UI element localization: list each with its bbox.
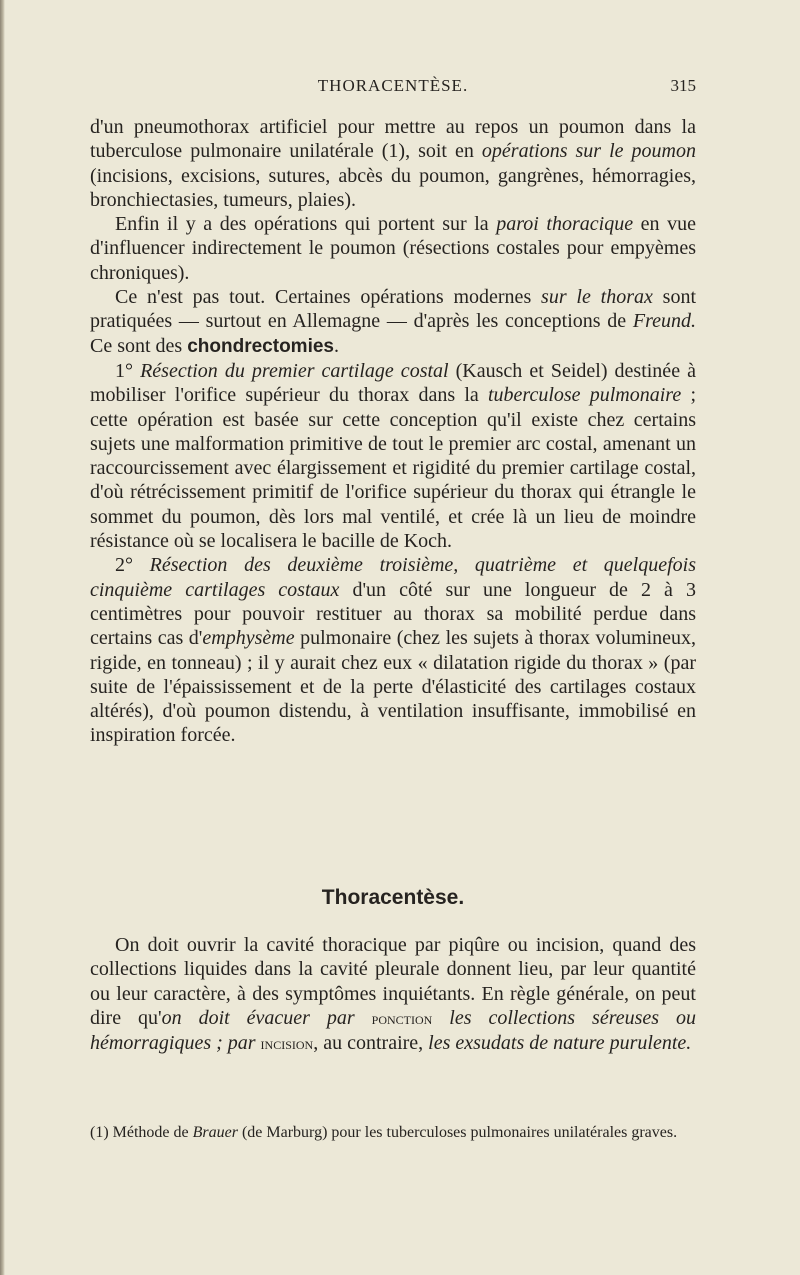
text-run: (de Marburg) pour les tuberculoses pulmonaires unilatérales graves. [237, 1124, 678, 1141]
bold-term: chondrectomies [187, 335, 334, 357]
section-body [90, 933, 696, 1056]
italic-run: les exsudats de nature purulente. [428, 1032, 692, 1055]
italic-run: sur le thorax [541, 286, 653, 309]
text-run: Enfin il y a des opérations qui portent sur la [115, 213, 497, 236]
italic-run: les collections séreuses ou hémorragiques ; par [90, 1006, 697, 1055]
book-binding-edge [0, 0, 5, 1275]
page-number: 315 [670, 76, 696, 95]
paragraph-chondrectomies [90, 285, 696, 359]
paragraph-deuxieme-cartilage [90, 553, 696, 747]
paragraph-thoracentese [90, 933, 696, 1056]
text-run: d'un pneumothorax artificiel pour mettre au repos un poumon dans la tuberculose pulmonaire unilatérale (1), soit en [90, 116, 696, 163]
text-run: , au contraire, [313, 1032, 429, 1055]
italic-run: Freund. [632, 310, 696, 333]
text-run: d'un côté sur une longueur de 2 à 3 centimètres pour pouvoir restituer au thorax sa mobilité perdue dans certains cas d' [90, 578, 696, 650]
text-run: 1° [115, 359, 141, 382]
running-title: THORACENTÈSE. [317, 76, 469, 95]
footnote [90, 1123, 696, 1143]
body-text [90, 115, 696, 748]
text-run: pulmonaire (chez les sujets à thorax volumineux, rigide, en tonneau) ; il y aurait chez eux « dilatation rigide du thorax » (par suite de l'épaississement et de la perte d'élasticité des cartilages costaux altérés), d'où poumon distendu, à ventilation insuffisante, immobilisé en inspiration forcée. [90, 627, 697, 747]
italic-run: opérations sur le poumon [481, 140, 697, 163]
page-header [90, 76, 696, 100]
text-run: (incisions, excisions, sutures, abcès du poumon, gangrènes, hémorragies, bronchiectasies, tumeurs, plaies). [90, 164, 696, 211]
section-heading: Thoracentèse. [321, 886, 465, 909]
italic-run: Brauer [192, 1124, 238, 1141]
italic-run: Résection du premier cartilage costal [140, 359, 449, 382]
text-run: 2° [115, 554, 150, 577]
italic-run: tuberculose pulmonaire [487, 384, 682, 407]
text-run: On doit ouvrir la cavité thoracique par piqûre ou incision, quand des collections liquides dans la cavité pleurale donnent lieu, par leur quantité ou leur caractère, à des symptômes inquiétants. En règle générale, on peut dire qu' [90, 934, 696, 1029]
text-run: Ce n'est pas tout. Certaines opérations modernes [115, 286, 542, 309]
text-run: (Kausch et Seidel) destinée à mobiliser l'orifice supérieur du thorax dans la [90, 359, 696, 407]
paragraph-paroi-thoracique [90, 212, 696, 285]
text-run: (1) Méthode de [90, 1124, 193, 1141]
text-run: en vue d'influencer indirectement le poumon (résections costales pour empyèmes chroniques). [90, 213, 696, 284]
text-run: ; cette opération est basée sur cette conception qu'il existe chez certains sujets une malformation primitive de tout le premier arc costal, amenant un raccourcissement avec élargissement et rigidité du premier cartilage costal, d'où rétrécissement primitif de l'orifice supérieur du thorax qui étrangle le sommet du poumon, dès lors mal ventilé, et crée là un lieu de moindre résistance où se localisera le bacille de Koch. [90, 384, 697, 553]
text-run: sont pratiquées — surtout en Allemagne — d'après les conceptions de [90, 286, 697, 333]
text-run: Ce sont des [90, 334, 188, 357]
small-caps-term: incision [260, 1034, 314, 1054]
paragraph-premier-cartilage [90, 359, 696, 553]
italic-run: Résection des deuxième troisième, quatrième et quelquefois cinquième cartilages costaux [90, 554, 697, 601]
italic-run: paroi thoracique [496, 213, 634, 236]
italic-run: emphysème [202, 627, 295, 650]
paragraph-pneumothorax [90, 115, 696, 212]
italic-run: on doit évacuer par [161, 1006, 355, 1029]
small-caps-term: ponction [371, 1008, 433, 1028]
text-run: . [333, 334, 339, 357]
